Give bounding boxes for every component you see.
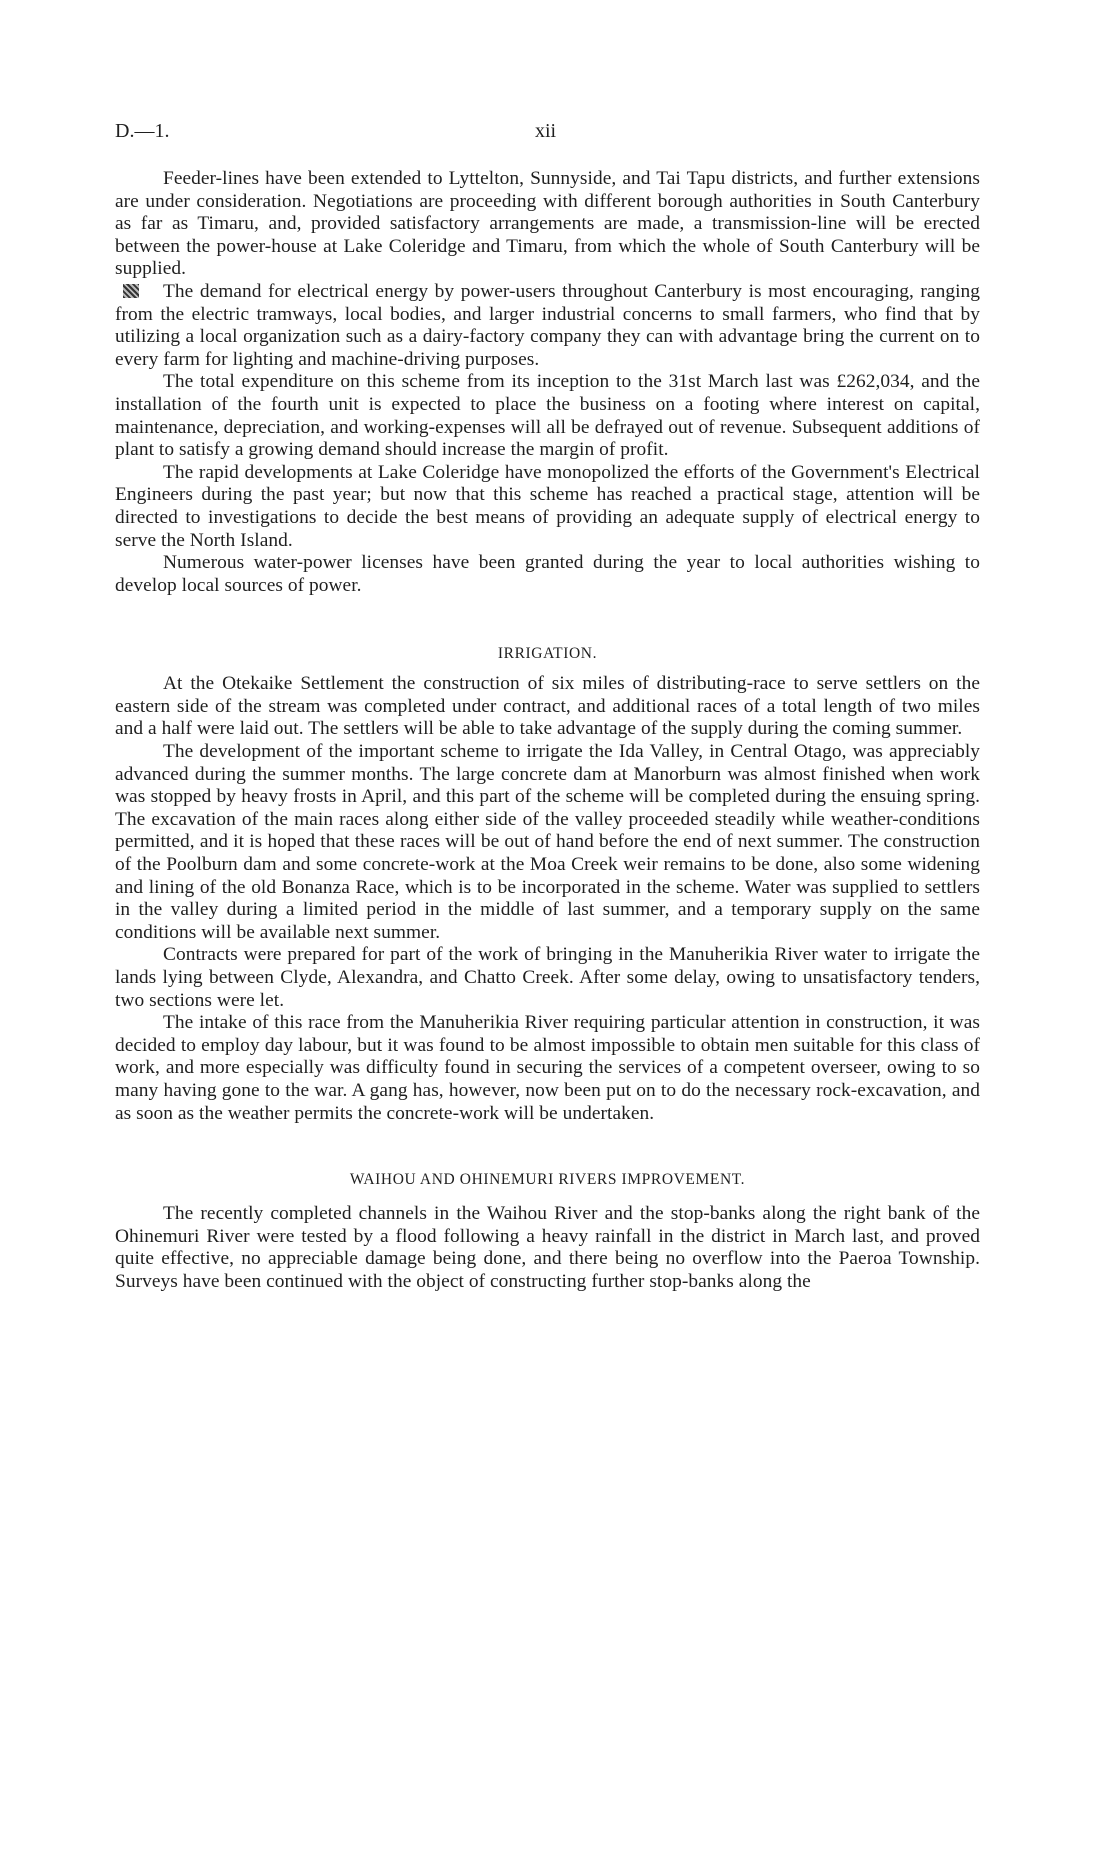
paragraph: The recently completed channels in the Waihou River and the stop-banks along the right bank of the Ohinemuri River were tested by a flood following a heavy rainfall in the district in March last, and proved quite effective, no appreciable damage being done, and there being no overflow into the Paeroa Township. Surveys have been continued with the object of constructing further stop-banks along the [115, 1203, 980, 1292]
paragraph: At the Otekaike Settlement the construction of six miles of distributing-race to serve settlers on the eastern side of the stream was completed under contract, and additional races of a total length of two miles and a half were laid out. The settlers will be able to take advantage of the supply during the coming summer. [115, 673, 980, 740]
paragraph: The intake of this race from the Manuherikia River requiring particular attention in construction, it was decided to employ day labour, but it was found to be almost impossible to obtain men suitable for this class of work, and more especially was difficulty found in securing the services of a competent overseer, owing to so many having gone to the war. A gang has, however, now been put on to do the necessary rock-excavation, and as soon as the weather permits the concrete-work will be undertaken. [115, 1012, 980, 1124]
document-reference: D.—1. [115, 120, 170, 142]
section-electric-supply [115, 168, 980, 597]
section-heading-irrigation: IRRIGATION. [497, 645, 598, 663]
ink-blot-mark [123, 284, 139, 298]
page-header [115, 120, 975, 150]
section-heading-waihou: WAIHOU AND OHINEMURI RIVERS IMPROVEMENT. [349, 1171, 746, 1189]
paragraph: Feeder-lines have been extended to Lyttelton, Sunnyside, and Tai Tapu districts, and further extensions are under consideration. Negotiations are proceeding with different borough authorities in South Canterbury as far as Timaru, and, provided satisfactory arrangements are made, a transmission-line will be erected between the power-house at Lake Coleridge and Timaru, from which the whole of South Canterbury will be supplied. [115, 168, 980, 280]
paragraph: Numerous water-power licenses have been granted during the year to local authorities wishing to develop local sources of power. [115, 552, 980, 596]
paragraph: The total expenditure on this scheme from its inception to the 31st March last was £262,034, and the installation of the fourth unit is expected to place the business on a footing where interest on capital, maintenance, depreciation, and working-expenses will all be defrayed out of revenue. Subsequent additions of plant to satisfy a growing demand should increase the margin of profit. [115, 371, 980, 461]
document-body [115, 168, 980, 1294]
section-irrigation [115, 673, 980, 1125]
page-number: xii [535, 120, 557, 142]
paragraph: The rapid developments at Lake Coleridge have monopolized the efforts of the Government's Electrical Engineers during the past year; but now that this scheme has reached a practical stage, attention will be directed to investigations to decide the best means of providing an adequate supply of electrical energy to serve the North Island. [115, 461, 980, 551]
section-waihou [115, 1203, 980, 1293]
paragraph: The development of the important scheme to irrigate the Ida Valley, in Central Otago, was appreciably advanced during the summer months. The large concrete dam at Manorburn was almost finished when work was stopped by heavy frosts in April, and this part of the scheme will be completed during the ensuing spring. The excavation of the main races along either side of the valley proceeded steadily while weather-conditions permitted, and it is hoped that these races will be out of hand before the end of next summer. The construction of the Poolburn dam and some concrete-work at the Moa Creek weir remains to be done, also some widening and lining of the old Bonanza Race, which is to be incorporated in the scheme. Water was supplied to settlers in the valley during a limited period in the middle of last summer, and a temporary supply on the same conditions will be available next summer. [115, 741, 980, 943]
paragraph [115, 281, 980, 371]
paragraph: Contracts were prepared for part of the work of bringing in the Manuherikia River water to irrigate the lands lying between Clyde, Alexandra, and Chatto Creek. After some delay, owing to unsatisfactory tenders, two sections were let. [115, 944, 980, 1011]
paragraph-text: The demand for electrical energy by power-users throughout Canterbury is most encouraging, ranging from the electric tramways, local bodies, and larger industrial concerns to small farmers, who find that by utilizing a local organization such as a dairy-factory company they can with advantage bring the current on to every farm for lighting and machine-driving purposes. [115, 280, 980, 370]
